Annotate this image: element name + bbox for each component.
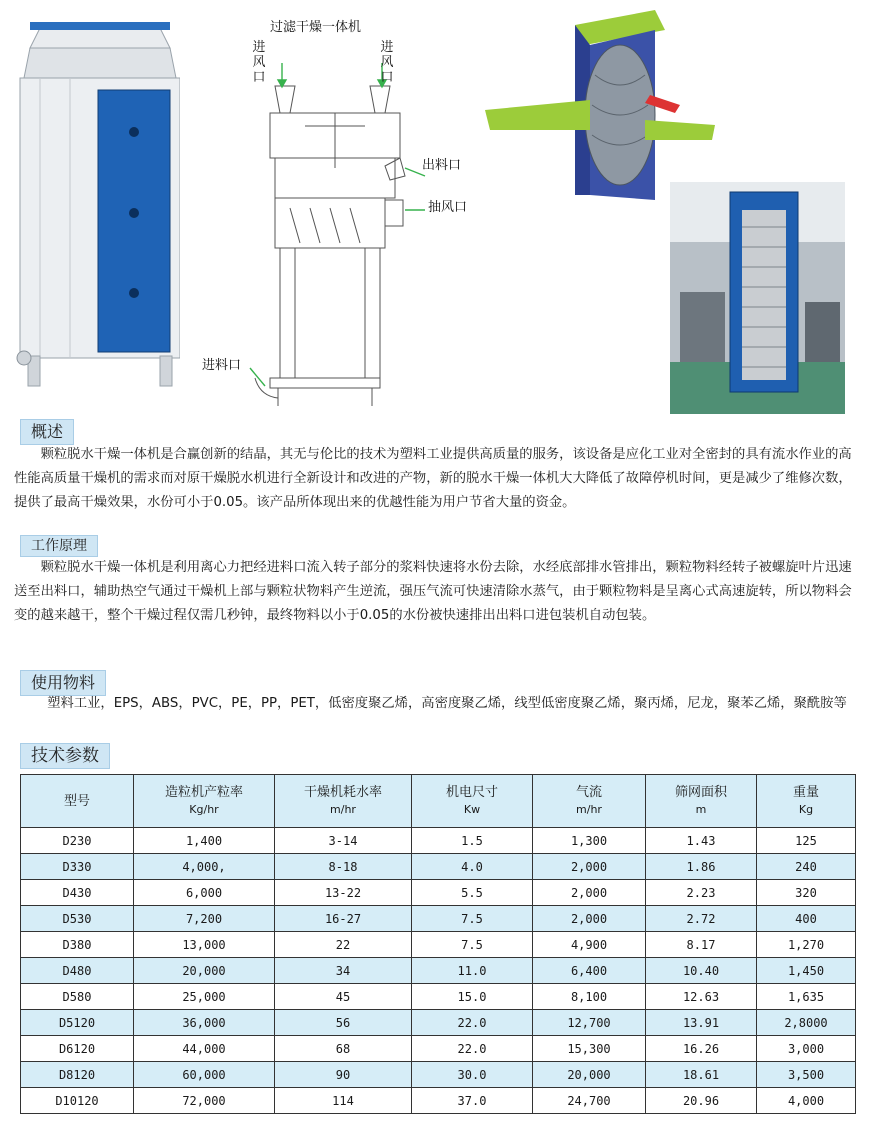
table-cell: 5.5	[412, 880, 533, 906]
table-cell: 2.23	[646, 880, 757, 906]
table-cell: 45	[275, 984, 412, 1010]
table-cell: 13,000	[134, 932, 275, 958]
table-cell: D530	[21, 906, 134, 932]
table-row	[21, 906, 856, 932]
table-cell: 22.0	[412, 1036, 533, 1062]
feed-label: 进料口	[202, 358, 242, 373]
table-row	[21, 828, 856, 854]
table-cell: 11.0	[412, 958, 533, 984]
table-cell: 44,000	[134, 1036, 275, 1062]
table-cell: D380	[21, 932, 134, 958]
table-row	[21, 880, 856, 906]
table-cell: 16.26	[646, 1036, 757, 1062]
col-pellet-rate: 造粒机产粒率 Kg/hr	[134, 775, 275, 828]
table-cell: 68	[275, 1036, 412, 1062]
table-cell: 4,900	[533, 932, 646, 958]
table-cell: 6,000	[134, 880, 275, 906]
rotor-render	[480, 5, 720, 210]
diagram-title: 过滤干燥一体机	[270, 20, 362, 35]
table-cell: 15,300	[533, 1036, 646, 1062]
specs-heading: 技术参数	[20, 743, 110, 769]
spec-table	[20, 774, 856, 1114]
table-cell: D230	[21, 828, 134, 854]
air-inlet-right: 进 风 口	[380, 40, 394, 85]
table-cell: 4.0	[412, 854, 533, 880]
table-row	[21, 1062, 856, 1088]
table-cell: 24,700	[533, 1088, 646, 1114]
col-airflow: 气流 m/hr	[533, 775, 646, 828]
table-cell: 22	[275, 932, 412, 958]
table-cell: D6120	[21, 1036, 134, 1062]
table-cell: 400	[757, 906, 856, 932]
table-cell: D5120	[21, 1010, 134, 1036]
table-cell: 7,200	[134, 906, 275, 932]
table-cell: 2,000	[533, 906, 646, 932]
table-cell: D480	[21, 958, 134, 984]
table-cell: 6,400	[533, 958, 646, 984]
table-cell: 3-14	[275, 828, 412, 854]
table-cell: 20.96	[646, 1088, 757, 1114]
table-cell: 3,500	[757, 1062, 856, 1088]
table-cell: 125	[757, 828, 856, 854]
dryer-diagram	[200, 8, 490, 413]
table-cell: 4,000,	[134, 854, 275, 880]
table-row	[21, 1036, 856, 1062]
outlet-label: 出料口	[422, 158, 462, 173]
table-cell: 12,700	[533, 1010, 646, 1036]
table-cell: 12.63	[646, 984, 757, 1010]
materials-heading: 使用物料	[20, 670, 106, 696]
table-cell: D330	[21, 854, 134, 880]
table-row	[21, 958, 856, 984]
table-cell: 2.72	[646, 906, 757, 932]
table-cell: 1,635	[757, 984, 856, 1010]
table-row	[21, 1010, 856, 1036]
principle-text: 颗粒脱水干燥一体机是利用离心力把经进料口流入转子部分的浆料快速将水份去除，水经底部排水管排出，颗粒物料经转子被螺旋叶片迅速送至出料口，辅助热空气通过干燥机上部与颗粒状物料产生逆流，强压气流可快速清除水蒸气，由于颗粒物料是呈离心式高速旋转，所以物料会变的越来越干，整个干燥过程仅需几秒钟，最终物料以小于0.05的水份被快速排出出料口进包装机自动包装。	[14, 560, 852, 623]
table-cell: 10.40	[646, 958, 757, 984]
table-cell: 8,100	[533, 984, 646, 1010]
table-cell: 22.0	[412, 1010, 533, 1036]
table-cell: 1.43	[646, 828, 757, 854]
overview-text: 颗粒脱水干燥一体机是合赢创新的结晶，其无与伦比的技术为塑料工业提供高质量的服务，该设备是应化工业对全密封的具有流水作业的高性能高质量干燥机的需求而对原干燥脱水机进行全新设计和改进的产物，新的脱水干燥一体机大大降低了故障停机时间，更是减少了维修次数，提供了最高干燥效果，水份可小于0.05。该产品所体现出来的优越性能为用户节省大量的资金。	[14, 447, 852, 510]
table-cell: 30.0	[412, 1062, 533, 1088]
table-cell: 90	[275, 1062, 412, 1088]
table-cell: 8.17	[646, 932, 757, 958]
factory-photo	[670, 182, 845, 414]
table-cell: D580	[21, 984, 134, 1010]
table-cell: 16-27	[275, 906, 412, 932]
table-cell: 15.0	[412, 984, 533, 1010]
table-row	[21, 932, 856, 958]
col-screen-area: 筛网面积 m	[646, 775, 757, 828]
table-cell: 240	[757, 854, 856, 880]
table-cell: 20,000	[134, 958, 275, 984]
table-cell: 13.91	[646, 1010, 757, 1036]
table-row	[21, 984, 856, 1010]
air-inlet-left: 进 风 口	[252, 40, 266, 85]
table-cell: 56	[275, 1010, 412, 1036]
col-motor-power: 机电尺寸 Kw	[412, 775, 533, 828]
table-cell: D430	[21, 880, 134, 906]
table-cell: 2,000	[533, 854, 646, 880]
table-cell: 25,000	[134, 984, 275, 1010]
table-cell: 37.0	[412, 1088, 533, 1114]
overview-heading: 概述	[20, 419, 74, 445]
table-row	[21, 854, 856, 880]
table-cell: 2,8000	[757, 1010, 856, 1036]
table-cell: D10120	[21, 1088, 134, 1114]
col-weight: 重量 Kg	[757, 775, 856, 828]
table-cell: 320	[757, 880, 856, 906]
principle-heading: 工作原理	[20, 535, 98, 557]
table-cell: 1.86	[646, 854, 757, 880]
table-cell: 34	[275, 958, 412, 984]
table-cell: 1,450	[757, 958, 856, 984]
table-cell: 1.5	[412, 828, 533, 854]
table-cell: 72,000	[134, 1088, 275, 1114]
table-cell: 1,270	[757, 932, 856, 958]
table-cell: 2,000	[533, 880, 646, 906]
table-cell: 1,300	[533, 828, 646, 854]
table-cell: 36,000	[134, 1010, 275, 1036]
table-cell: D8120	[21, 1062, 134, 1088]
table-body	[21, 828, 856, 1114]
table-cell: 18.61	[646, 1062, 757, 1088]
table-cell: 1,400	[134, 828, 275, 854]
table-cell: 4,000	[757, 1088, 856, 1114]
table-header-row	[21, 775, 856, 828]
table-cell: 114	[275, 1088, 412, 1114]
table-cell: 7.5	[412, 906, 533, 932]
exhaust-label: 抽风口	[428, 200, 468, 215]
table-cell: 20,000	[533, 1062, 646, 1088]
table-cell: 13-22	[275, 880, 412, 906]
table-cell: 7.5	[412, 932, 533, 958]
col-model: 型号	[21, 775, 134, 828]
materials-text: 塑料工业，EPS，ABS，PVC，PE，PP，PET，低密度聚乙烯，高密度聚乙烯，线型低密度聚乙烯，聚丙烯，尼龙，聚苯乙烯，聚酰胺等	[47, 696, 847, 711]
machine-photo	[10, 8, 180, 388]
table-cell: 60,000	[134, 1062, 275, 1088]
table-cell: 3,000	[757, 1036, 856, 1062]
col-water-use: 干燥机耗水率 m/hr	[275, 775, 412, 828]
table-row	[21, 1088, 856, 1114]
table-cell: 8-18	[275, 854, 412, 880]
